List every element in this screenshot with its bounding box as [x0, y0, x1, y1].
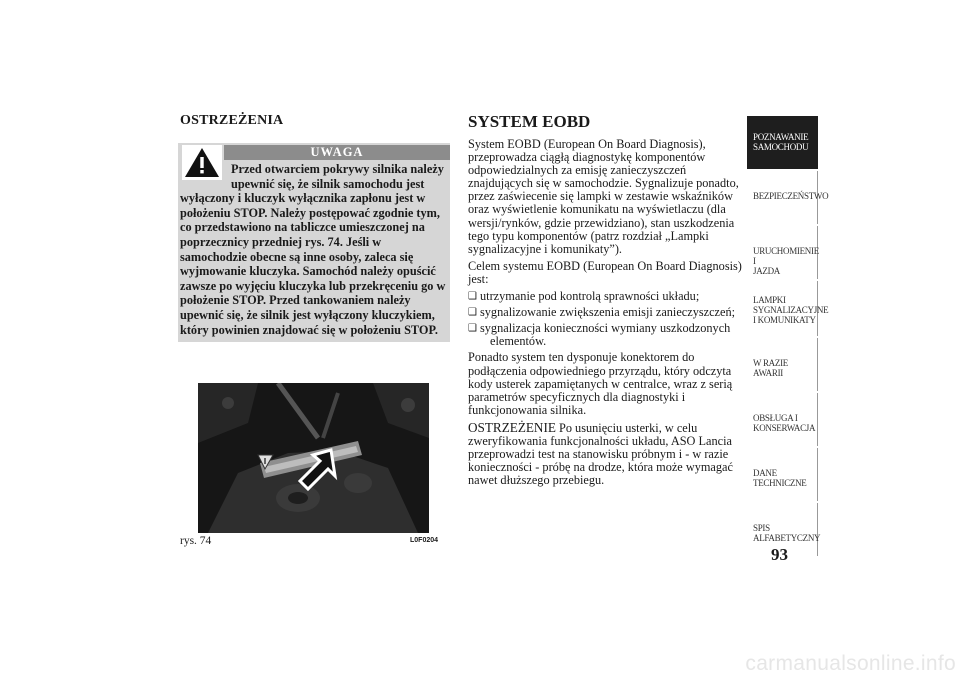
tab-label: I KOMUNIKATY: [753, 315, 816, 325]
paragraph: System EOBD (European On Board Diagnosis), przeprowadza ciągłą diagnostykę komponentów odpowiedzialnych za emisję zanieczyszczeń znajdujących się w samochodzie. Sygnalizuje ponadto, przez zaświecenie się lampki w zestawie wskaźników oraz wyświetlenie komunikatu na wyświetlaczu (dla wersji/rynków, gdzie przewidziano), stan uszkodzenia tego typu komponentów (patrz rozdział „Lampki sygnalizacyjne i komunikaty”).: [468, 137, 739, 256]
chapter-tabs: [747, 116, 829, 558]
list-item-line: sygnalizacja konieczności wymiany uszkodzonych: [480, 321, 731, 336]
tab-uruchomienie-i-jazda[interactable]: [747, 226, 818, 279]
tab-label: URUCHOMIENIE I: [753, 246, 819, 266]
list-item: ❑ utrzymanie pod kontrolą sprawności układu;: [468, 290, 744, 303]
figure-caption: rys. 74: [180, 535, 212, 547]
tab-label: TECHNICZNE: [753, 478, 807, 488]
paragraph: Celem systemu EOBD (European On Board Diagnosis) jest:: [468, 258, 742, 286]
section-heading-eobd: SYSTEM EOBD: [468, 112, 591, 131]
engine-bay-figure: [198, 383, 429, 533]
tab-w-razie-awarii[interactable]: [747, 338, 818, 391]
tab-bezpieczenstwo[interactable]: [747, 171, 829, 224]
note-label: OSTRZEŻENIE: [468, 419, 556, 435]
paragraph: Ponadto system ten dysponuje konektorem do podłączenia odpowiedniego przyrządu, który odczyta kody usterek zapamiętanych w centralce, wraz z serią parametrów specyficznych dla diagnostyki i funkcjonowania silnika.: [468, 350, 733, 417]
tab-label: OBSŁUGA I: [753, 413, 798, 423]
figure-code: L0F0204: [410, 537, 439, 544]
warning-line-2: upewnić się, że silnik samochodu jest: [231, 176, 425, 191]
note-text: Po usunięciu usterki, w celu zweryfikowania funkcjonalności układu, ASO Lancia przeprowadzi test na stanowisku próbnym i - w razie konieczności - próbę na drodze, która może wymagać nawet dłuższego przebiegu.: [468, 420, 733, 488]
tab-label: SAMOCHODU: [753, 142, 809, 152]
page-number: 93: [771, 545, 788, 564]
tab-lampki-sygnalizacyjne[interactable]: [747, 281, 829, 336]
tab-label: JAZDA: [753, 266, 780, 276]
tab-label: ALFABETYCZNY: [753, 533, 821, 543]
tab-label: LAMPKI: [753, 295, 786, 305]
tab-label: KONSERWACJA: [753, 423, 816, 433]
warning-body: wyłączony i kluczyk wyłącznika zapłonu jest w położeniu STOP. Należy postępować zgodnie tym, co przedstawiono na tabliczce umieszczonej na poprzecznicy przedniej rys. 74. Jeśli w samochodzie obecne są inne osoby, zaleca się wyjmowanie kluczyka. Samochód należy opuścić zawsze po wyjęciu kluczyka lub przekręceniu go w położenie STOP. Przed tankowaniem należy upewnić się, że silnik jest wyłączony kluczykiem, który powinien znajdować się w położeniu STOP.: [180, 191, 446, 337]
warning-text: [180, 162, 450, 337]
tab-obsluga-i-konserwacja[interactable]: [747, 393, 818, 446]
note-paragraph: [468, 421, 744, 487]
list-item: [468, 322, 744, 348]
list-item: ❑ sygnalizowanie zwiększenia emisji zanieczyszczeń;: [468, 306, 744, 319]
tab-dane-techniczne[interactable]: [747, 448, 818, 501]
tab-label: W RAZIE AWARII: [753, 358, 788, 378]
tab-poznawanie-samochodu[interactable]: [747, 116, 818, 169]
list-item-line: elementów.: [490, 334, 547, 349]
tab-label: POZNAWANIE: [753, 132, 809, 142]
warning-title: UWAGA: [224, 145, 450, 160]
warning-box: [178, 143, 450, 342]
tab-label: DANE: [753, 468, 777, 478]
warning-line-1: Przed otwarciem pokrywy silnika należy: [231, 162, 444, 176]
section-heading-warnings: OSTRZEŻENIA: [180, 113, 284, 128]
tab-label: BEZPIECZEŃSTWO: [753, 191, 829, 201]
watermark[interactable]: carmanualsonline.info: [745, 652, 956, 675]
engine-bay-illustration: [198, 383, 429, 533]
eobd-body: [468, 138, 744, 491]
tab-label: SPIS: [753, 523, 770, 533]
tab-label: SYGNALIZACYJNE: [753, 305, 829, 315]
